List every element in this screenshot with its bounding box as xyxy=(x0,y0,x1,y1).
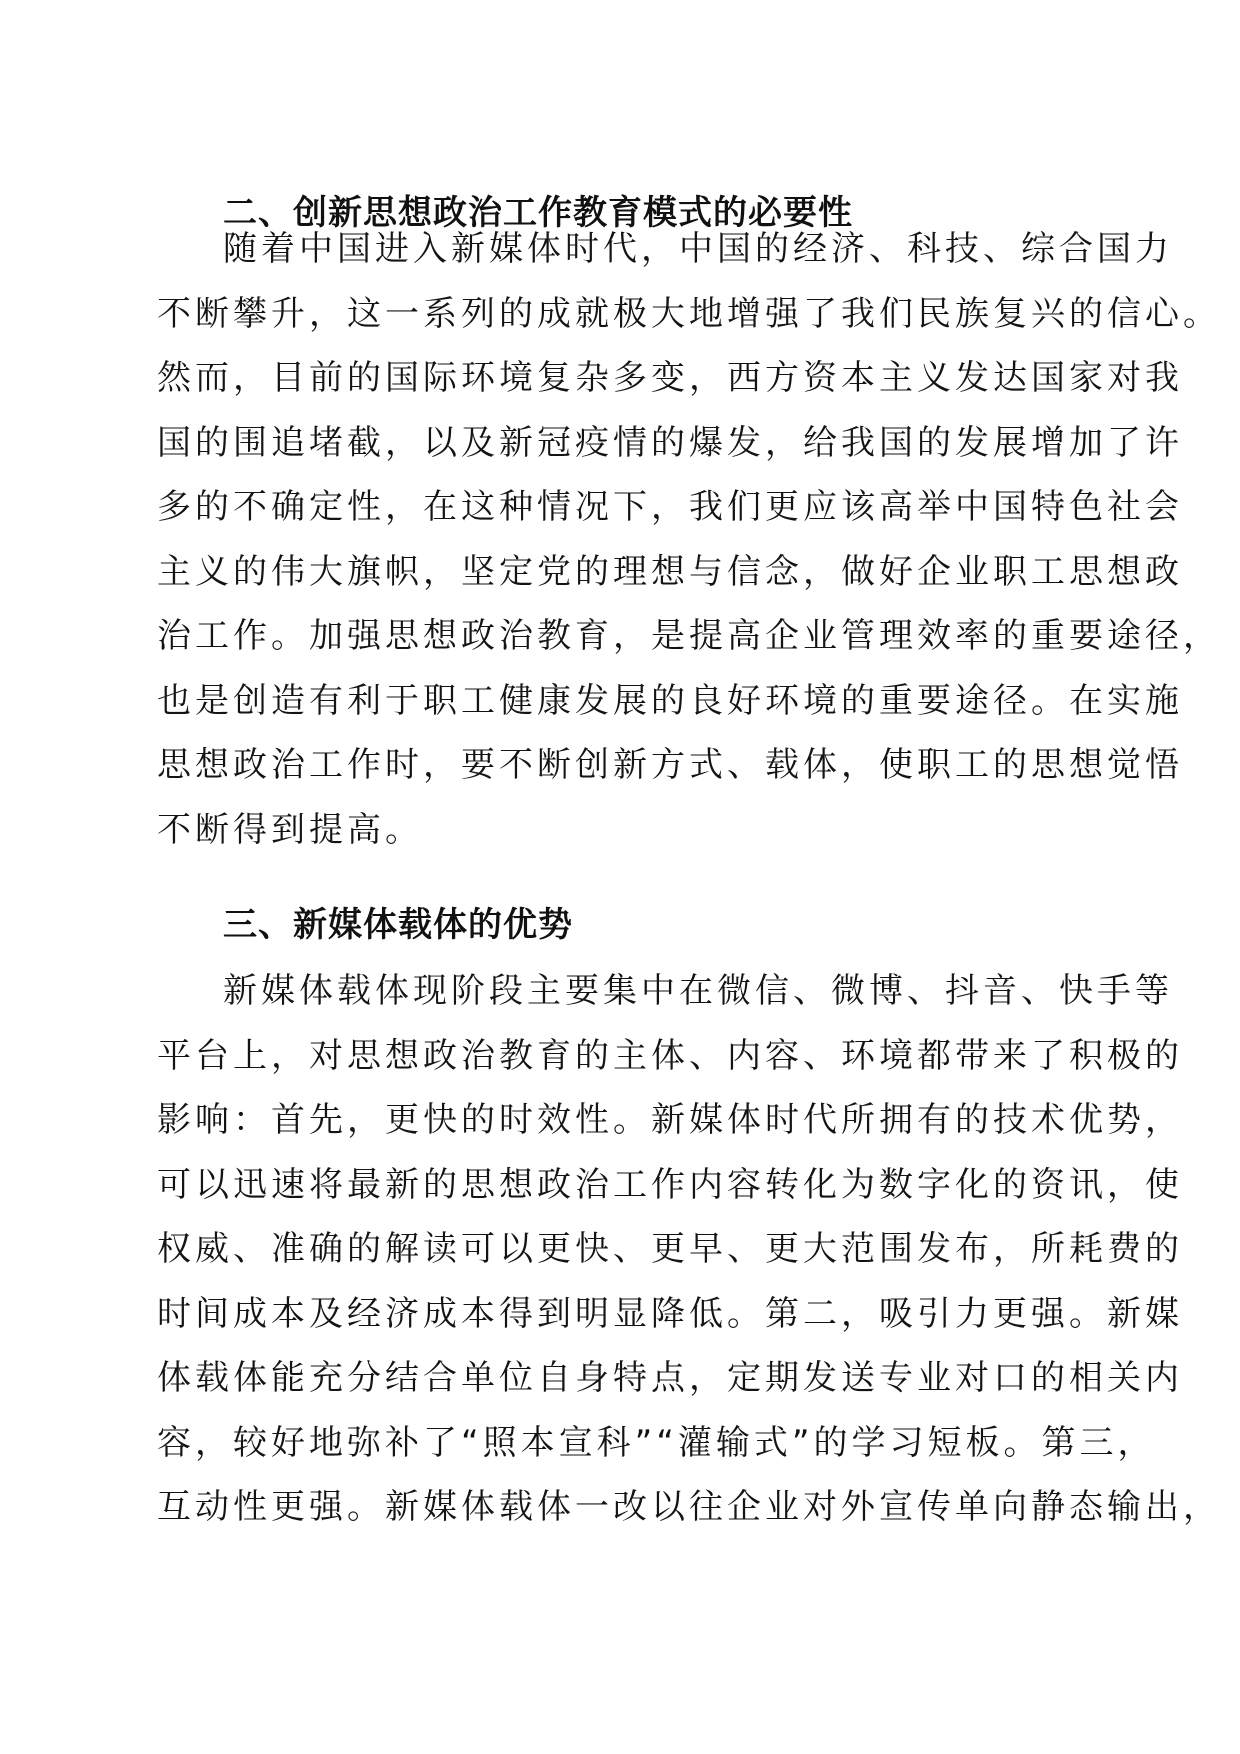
paragraph-line: 思想政治工作时，要不断创新方式、载体，使职工的思想觉悟 xyxy=(157,745,1183,785)
paragraph-line: 治工作。加强思想政治教育，是提高企业管理效率的重要途径， xyxy=(157,616,1221,656)
paragraph-line: 可以迅速将最新的思想政治工作内容转化为数字化的资讯，使 xyxy=(157,1164,1183,1205)
paragraph-line: 也是创造有利于职工健康发展的良好环境的重要途径。在实施 xyxy=(157,680,1183,721)
paragraph-line: 时间成本及经济成本得到明显降低。第二，吸引力更强。新媒 xyxy=(157,1293,1183,1334)
paragraph-line: 平台上，对思想政治教育的主体、内容、环境都带来了积极的 xyxy=(157,1035,1183,1076)
paragraph-advantages xyxy=(157,959,1221,1540)
paragraph-line: 主义的伟大旗帜，坚定党的理想与信念，做好企业职工思想政 xyxy=(157,551,1183,592)
paragraph-line: 新媒体载体现阶段主要集中在微信、微博、抖音、快手等 xyxy=(223,971,1173,1011)
paragraph-line: 影响：首先，更快的时效性。新媒体时代所拥有的技术优势， xyxy=(157,1100,1183,1140)
paragraph-line: 体载体能充分结合单位自身特点，定期发送专业对口的相关内 xyxy=(157,1358,1183,1398)
section-heading-advantages: 三、新媒体载体的优势 xyxy=(223,905,573,945)
paragraph-line: 不断攀升，这一系列的成就极大地增强了我们民族复兴的信心。 xyxy=(157,293,1221,334)
paragraph-line: 随着中国进入新媒体时代，中国的经济、科技、综合国力 xyxy=(223,229,1173,269)
paragraph-line: 然而，目前的国际环境复杂多变，西方资本主义发达国家对我 xyxy=(157,358,1183,398)
paragraph-line: 容，较好地弥补了“照本宣科”“灌输式”的学习短板。第三， xyxy=(157,1422,1156,1463)
paragraph-line: 互动性更强。新媒体载体一改以往企业对外宣传单向静态输出， xyxy=(157,1487,1221,1527)
paragraph-necessity xyxy=(157,217,1221,862)
section-heading-necessity: 二、创新思想政治工作教育模式的必要性 xyxy=(223,193,853,233)
paragraph-line: 权威、准确的解读可以更快、更早、更大范围发布，所耗费的 xyxy=(157,1229,1183,1269)
paragraph-line: 国的围追堵截，以及新冠疫情的爆发，给我国的发展增加了许 xyxy=(157,422,1183,463)
paragraph-line: 不断得到提高。 xyxy=(157,809,423,850)
paragraph-line: 多的不确定性，在这种情况下，我们更应该高举中国特色社会 xyxy=(157,487,1183,527)
